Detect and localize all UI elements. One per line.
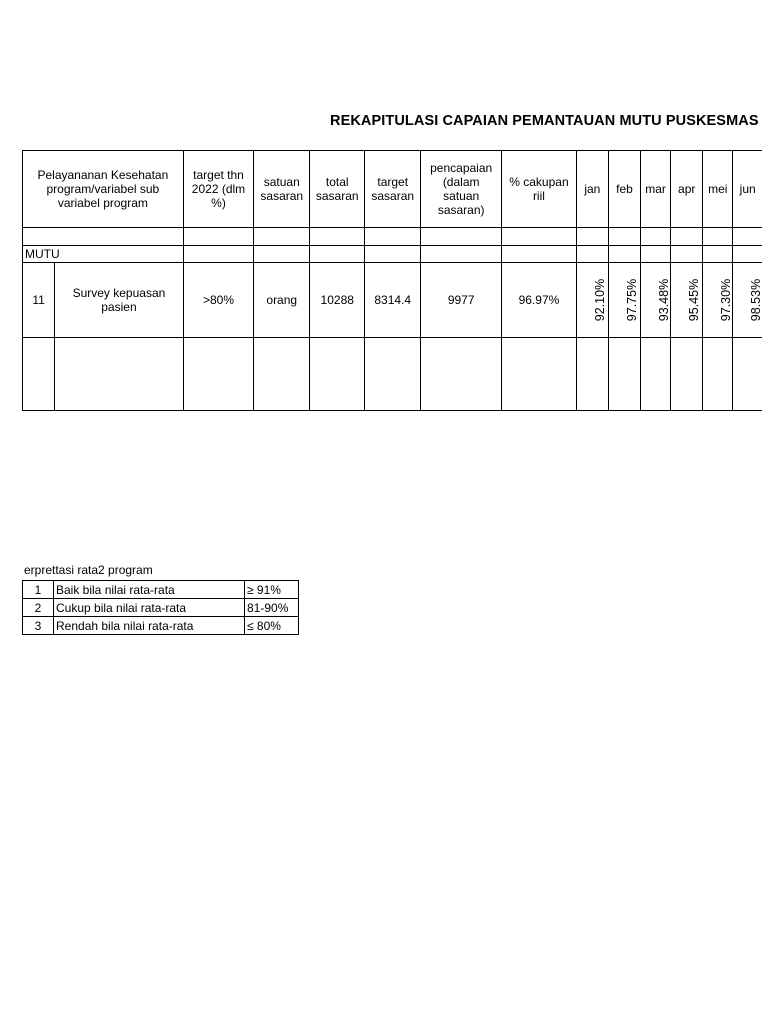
recap-table (22, 150, 762, 411)
legend-number: 1 (23, 581, 54, 599)
legend-row (23, 599, 299, 617)
month-value: 98.53% (749, 278, 764, 322)
row-total: 10288 (310, 263, 365, 338)
header-month: mei (703, 151, 733, 228)
month-value: 95.45% (687, 278, 702, 322)
legend-range: 81-90% (245, 599, 299, 617)
header-satuan: satuan sasaran (254, 151, 310, 228)
month-cell (733, 263, 762, 338)
legend-range: ≤ 80% (245, 617, 299, 635)
month-value: 93.48% (657, 278, 672, 322)
month-value: 92.10% (592, 278, 607, 322)
header-month: mar (641, 151, 671, 228)
section-row (23, 246, 763, 263)
header-month: feb (608, 151, 640, 228)
header-month: apr (671, 151, 703, 228)
row-number: 11 (23, 263, 55, 338)
row-satuan: orang (254, 263, 310, 338)
header-month: jun (733, 151, 762, 228)
section-label: MUTU (23, 246, 184, 263)
legend-number: 2 (23, 599, 54, 617)
report-title: REKAPITULASI CAPAIAN PEMANTAUAN MUTU PUSKESMAS (330, 113, 759, 129)
empty-row (23, 338, 763, 411)
row-target-year: >80% (183, 263, 254, 338)
legend-description: Rendah bila nilai rata-rata (54, 617, 245, 635)
header-target-year: target thn 2022 (dlm %) (183, 151, 254, 228)
month-cell (608, 263, 640, 338)
spacer-row (23, 228, 763, 246)
table-row (23, 263, 763, 338)
legend-title: erprettasi rata2 program (24, 563, 153, 577)
month-value: 97.30% (719, 278, 734, 322)
legend-row (23, 617, 299, 635)
row-pencapaian: 9977 (421, 263, 502, 338)
row-target-sasaran: 8314.4 (365, 263, 421, 338)
month-cell (703, 263, 733, 338)
legend-description: Cukup bila nilai rata-rata (54, 599, 245, 617)
header-target-sasaran: target sasaran (365, 151, 421, 228)
legend-range: ≥ 91% (245, 581, 299, 599)
header-row (23, 151, 763, 228)
legend-row (23, 581, 299, 599)
row-program: Survey kepuasan pasien (55, 263, 184, 338)
header-total: total sasaran (310, 151, 365, 228)
header-program: Pelayananan Kesehatan program/variabel sub variabel program (23, 151, 184, 228)
legend-table (22, 580, 299, 635)
legend-number: 3 (23, 617, 54, 635)
header-month: jan (576, 151, 608, 228)
header-pencapaian: pencapaian (dalam satuan sasaran) (421, 151, 502, 228)
month-value: 97.75% (625, 278, 640, 322)
month-cell (671, 263, 703, 338)
month-cell (641, 263, 671, 338)
legend-description: Baik bila nilai rata-rata (54, 581, 245, 599)
row-cakupan: 96.97% (502, 263, 577, 338)
header-cakupan: % cakupan riil (502, 151, 577, 228)
month-cell (576, 263, 608, 338)
